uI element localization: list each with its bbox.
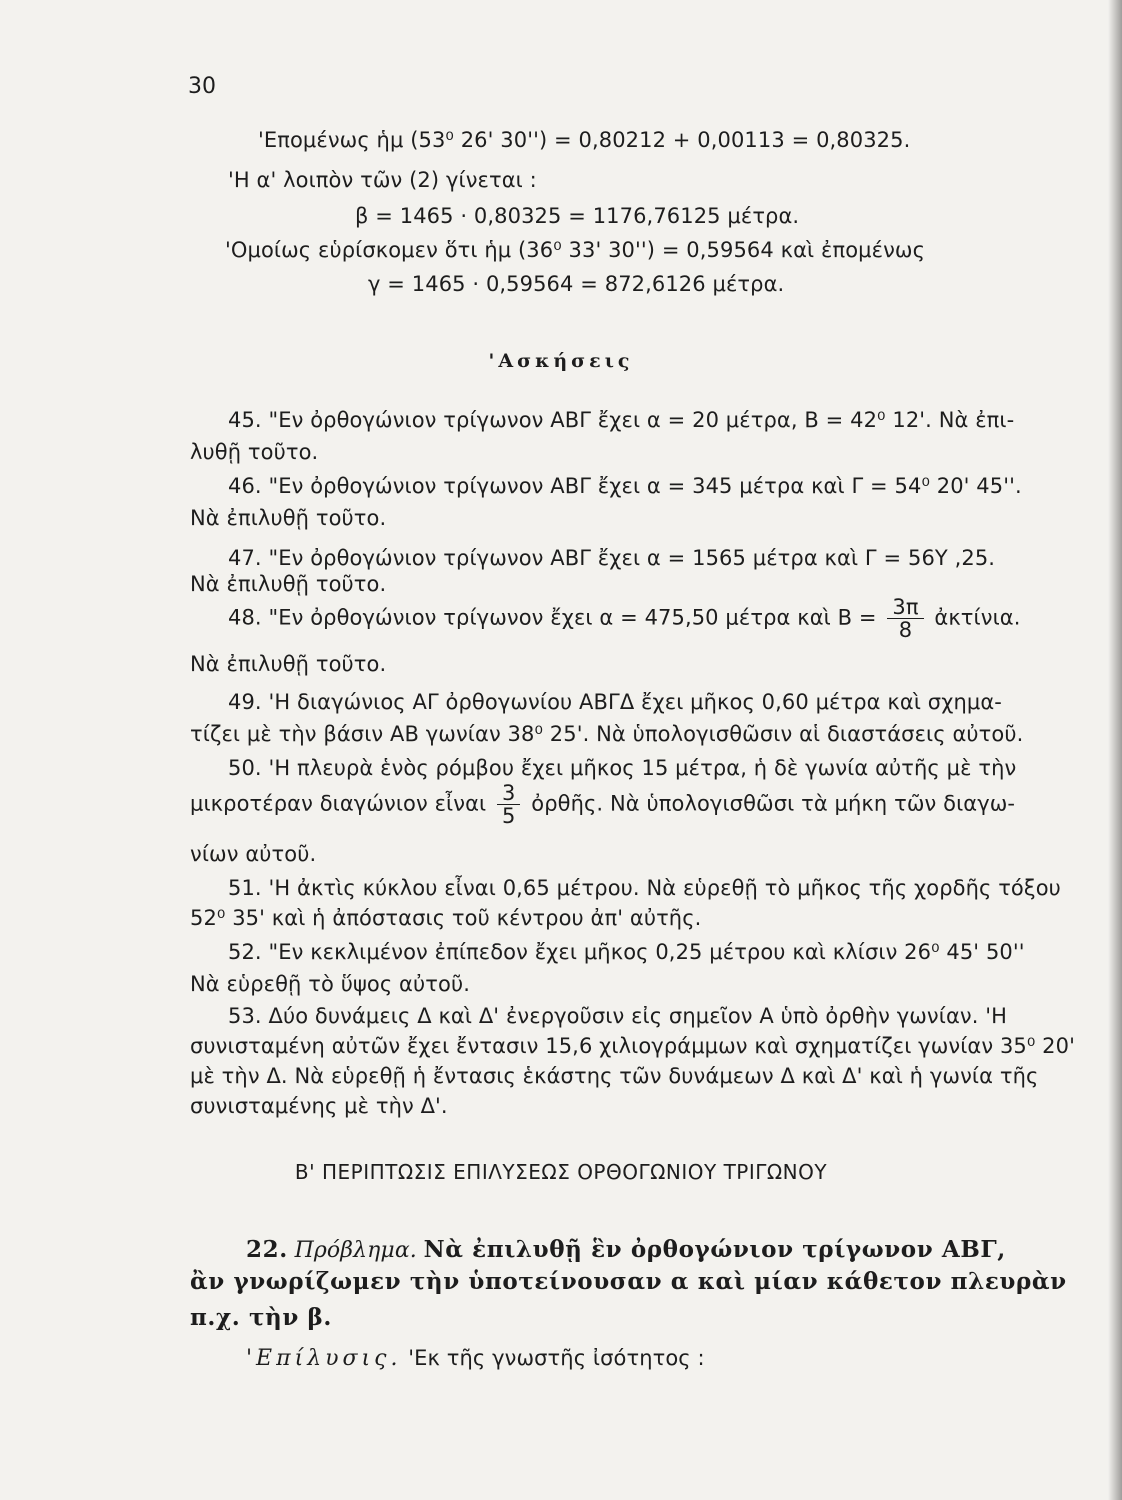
problem-number: 22. bbox=[246, 1236, 288, 1263]
problem-statement-2: ἂν γνωρίζωμεν τὴν ὑποτείνουσαν α καὶ μίαν κάθετον πλευρὰν bbox=[190, 1268, 1067, 1295]
problem-statement-1: Νὰ ἐπιλυθῇ ἓν ὀρθογώνιον τρίγωνον ΑΒΓ, bbox=[423, 1236, 1006, 1263]
section-title: Β' ΠΕΡΙΠΤΩΣΙΣ ΕΠΙΛΥΣΕΩΣ ΟΡΘΟΓΩΝΙΟΥ ΤΡΙΓΩΝΟΥ bbox=[294, 1160, 828, 1184]
exercise-53-line-4: συνισταμένης μὲ τὴν Δ'. bbox=[190, 1094, 448, 1118]
exercise-50-line-3: νίων αὐτοῦ. bbox=[190, 842, 317, 866]
exercise-49-line-1: 49. 'Η διαγώνιος ΑΓ ὀρθογωνίου ΑΒΓΔ ἔχει μῆκος 0,60 μέτρα καὶ σχημα- bbox=[228, 690, 1002, 714]
fraction-denominator: 8 bbox=[898, 618, 913, 643]
exercise-53-line-1: 53. Δύο δυνάμεις Δ καὶ Δ' ἐνεργοῦσιν εἰς σημεῖον Α ὑπὸ ὀρθὴν γωνίαν. 'Η bbox=[228, 1004, 1008, 1028]
exercise-48-line-2: Νὰ ἐπιλυθῇ τοῦτο. bbox=[190, 652, 387, 676]
page-number: 30 bbox=[188, 74, 216, 99]
fraction-numerator: 3 bbox=[497, 782, 520, 805]
fraction-3pi-over-8 bbox=[887, 596, 923, 641]
exercise-45-line-2: λυθῇ τοῦτο. bbox=[190, 440, 319, 464]
exercise-53-line-3: μὲ τὴν Δ. Νὰ εὑρεθῇ ἡ ἔντασις ἑκάστης τῶν δυνάμεων Δ καὶ Δ' καὶ ἡ γωνία τῆς bbox=[190, 1064, 1039, 1088]
problem-statement-3: π.χ. τὴν β. bbox=[190, 1304, 333, 1331]
page-edge-shadow bbox=[1108, 0, 1122, 1500]
fraction-numerator: 3π bbox=[887, 596, 923, 619]
intro-line-5: γ = 1465 · 0,59564 = 872,6126 μέτρα. bbox=[368, 272, 785, 296]
exercise-53-line-2: συνισταμένη αὐτῶν ἔχει ἔντασιν 15,6 χιλιογράμμων καὶ σχηματίζει γωνίαν 35⁰ 20' bbox=[190, 1034, 1075, 1058]
exercise-45-line-1: 45. "Εν ὀρθογώνιον τρίγωνον ΑΒΓ ἔχει α = 20 μέτρα, Β = 42⁰ 12'. Νὰ ἐπι- bbox=[228, 408, 1015, 432]
exercise-46-line-1: 46. "Εν ὀρθογώνιον τρίγωνον ΑΒΓ ἔχει α = 345 μέτρα καὶ Γ = 54⁰ 20' 45''. bbox=[228, 474, 1022, 498]
exercise-48-line-1 bbox=[228, 596, 1021, 641]
exercise-50-text: μικροτέραν διαγώνιον εἶναι bbox=[190, 791, 487, 816]
exercise-50-line-2 bbox=[190, 782, 1015, 827]
fraction-3-over-5 bbox=[497, 782, 520, 827]
exercise-51-line-1: 51. 'Η ἀκτὶς κύκλου εἶναι 0,65 μέτρου. Νὰ εὑρεθῇ τὸ μῆκος τῆς χορδῆς τόξου bbox=[228, 876, 1061, 900]
solution-label: 'Επίλυσις. bbox=[246, 1346, 402, 1371]
exercise-52-line-2: Νὰ εὑρεθῇ τὸ ὕψος αὐτοῦ. bbox=[190, 972, 470, 996]
exercise-47-line-2: Νὰ ἐπιλυθῇ τοῦτο. bbox=[190, 572, 387, 596]
intro-line-4: 'Ομοίως εὑρίσκομεν ὅτι ἡμ (36⁰ 33' 30'') = 0,59564 καὶ ἐπομένως bbox=[225, 238, 926, 262]
problem-label: Πρόβλημα. bbox=[294, 1238, 417, 1263]
exercise-48-unit: ἀκτίνια. bbox=[934, 605, 1021, 630]
exercise-50-line-1: 50. 'Η πλευρὰ ἑνὸς ρόμβου ἔχει μῆκος 15 μέτρα, ἡ δὲ γωνία αὐτῆς μὲ τὴν bbox=[228, 756, 1017, 780]
exercise-52-line-1: 52. "Εν κεκλιμένον ἐπίπεδον ἔχει μῆκος 0,25 μέτρου καὶ κλίσιν 26⁰ 45' 50'' bbox=[228, 940, 1025, 964]
exercise-50-text-cont: ὀρθῆς. Νὰ ὑπολογισθῶσι τὰ μήκη τῶν διαγω- bbox=[531, 791, 1016, 816]
fraction-denominator: 5 bbox=[502, 804, 516, 829]
intro-line-1: 'Επομένως ἡμ (53⁰ 26' 30'') = 0,80212 + 0,00113 = 0,80325. bbox=[258, 128, 911, 152]
solution-line bbox=[246, 1346, 705, 1371]
exercise-48-text: 48. "Εν ὀρθογώνιον τρίγωνον ἔχει α = 475,50 μέτρα καὶ Β = bbox=[228, 605, 877, 630]
exercise-51-line-2: 52⁰ 35' καὶ ἡ ἀπόστασις τοῦ κέντρου ἀπ' αὐτῆς. bbox=[190, 906, 702, 930]
exercise-47-line-1: 47. "Εν ὀρθογώνιον τρίγωνον ΑΒΓ ἔχει α = 1565 μέτρα καὶ Γ = 56Υ ,25. bbox=[228, 546, 996, 570]
intro-line-3: β = 1465 · 0,80325 = 1176,76125 μέτρα. bbox=[355, 204, 800, 228]
exercises-heading: 'Ασκήσεις bbox=[488, 350, 634, 372]
problem-line-1 bbox=[246, 1236, 1006, 1263]
exercise-46-line-2: Νὰ ἐπιλυθῇ τοῦτο. bbox=[190, 506, 387, 530]
intro-line-2: 'Η α' λοιπὸν τῶν (2) γίνεται : bbox=[228, 168, 537, 192]
exercise-49-line-2: τίζει μὲ τὴν βάσιν ΑΒ γωνίαν 38⁰ 25'. Νὰ ὑπολογισθῶσιν αἱ διαστάσεις αὐτοῦ. bbox=[190, 722, 1024, 746]
solution-text: 'Εκ τῆς γνωστῆς ἰσότητος : bbox=[408, 1346, 705, 1370]
